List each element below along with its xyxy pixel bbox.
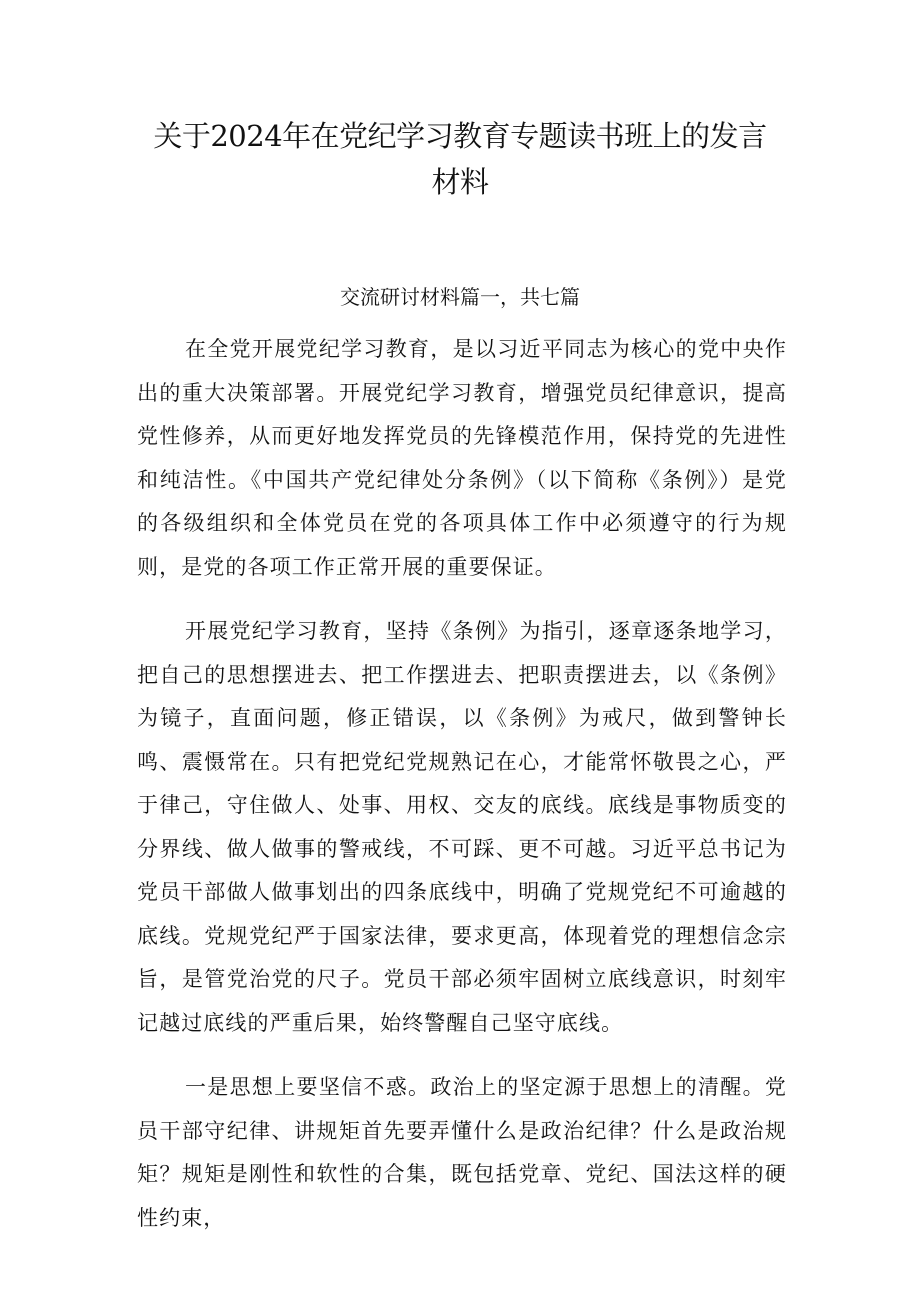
document-subtitle: 交流研讨材料篇一，共七篇 bbox=[340, 285, 580, 309]
document-title: 关于2024年在党纪学习教育专题读书班上的发言材料 bbox=[153, 119, 767, 199]
body-paragraph: 在全党开展党纪学习教育，是以习近平同志为核心的党中央作出的重大决策部署。开展党纪学习教育，增强党员纪律意识，提高党性修养，从而更好地发挥党员的先锋模范作用，保持党的先进性和纯洁性。《中国共产党纪律处分条例》（以下简称《条例》）是党的各级组织和全体党员在党的各项具体工作中必须遵守的行为规则，是党的各项工作正常开展的重要保证。 bbox=[137, 337, 787, 579]
body-paragraph: 一是思想上要坚信不惑。政治上的坚定源于思想上的清醒。党员干部守纪律、讲规矩首先要弄懂什么是政治纪律？什么是政治规矩？规矩是刚性和软性的合集，既包括党章、党纪、国法这样的硬性约束， bbox=[137, 1075, 787, 1230]
body-paragraph: 开展党纪学习教育，坚持《条例》为指引，逐章逐条地学习，把自己的思想摆进去、把工作摆进去、把职责摆进去，以《条例》为镜子，直面问题，修正错误，以《条例》为戒尺，做到警钟长鸣、震慑常在。只有把党纪党规熟记在心，才能常怀敬畏之心，严于律己，守住做人、处事、用权、交友的底线。底线是事物质变的分界线、做人做事的警戒线，不可踩、更不可越。习近平总书记为党员干部做人做事划出的四条底线中，明确了党规党纪不可逾越的底线。党规党纪严于国家法律，要求更高，体现着党的理想信念宗旨，是管党治党的尺子。党员干部必须牢固树立底线意识，时刻牢记越过底线的严重后果，始终警醒自己坚守底线。 bbox=[137, 619, 787, 1035]
